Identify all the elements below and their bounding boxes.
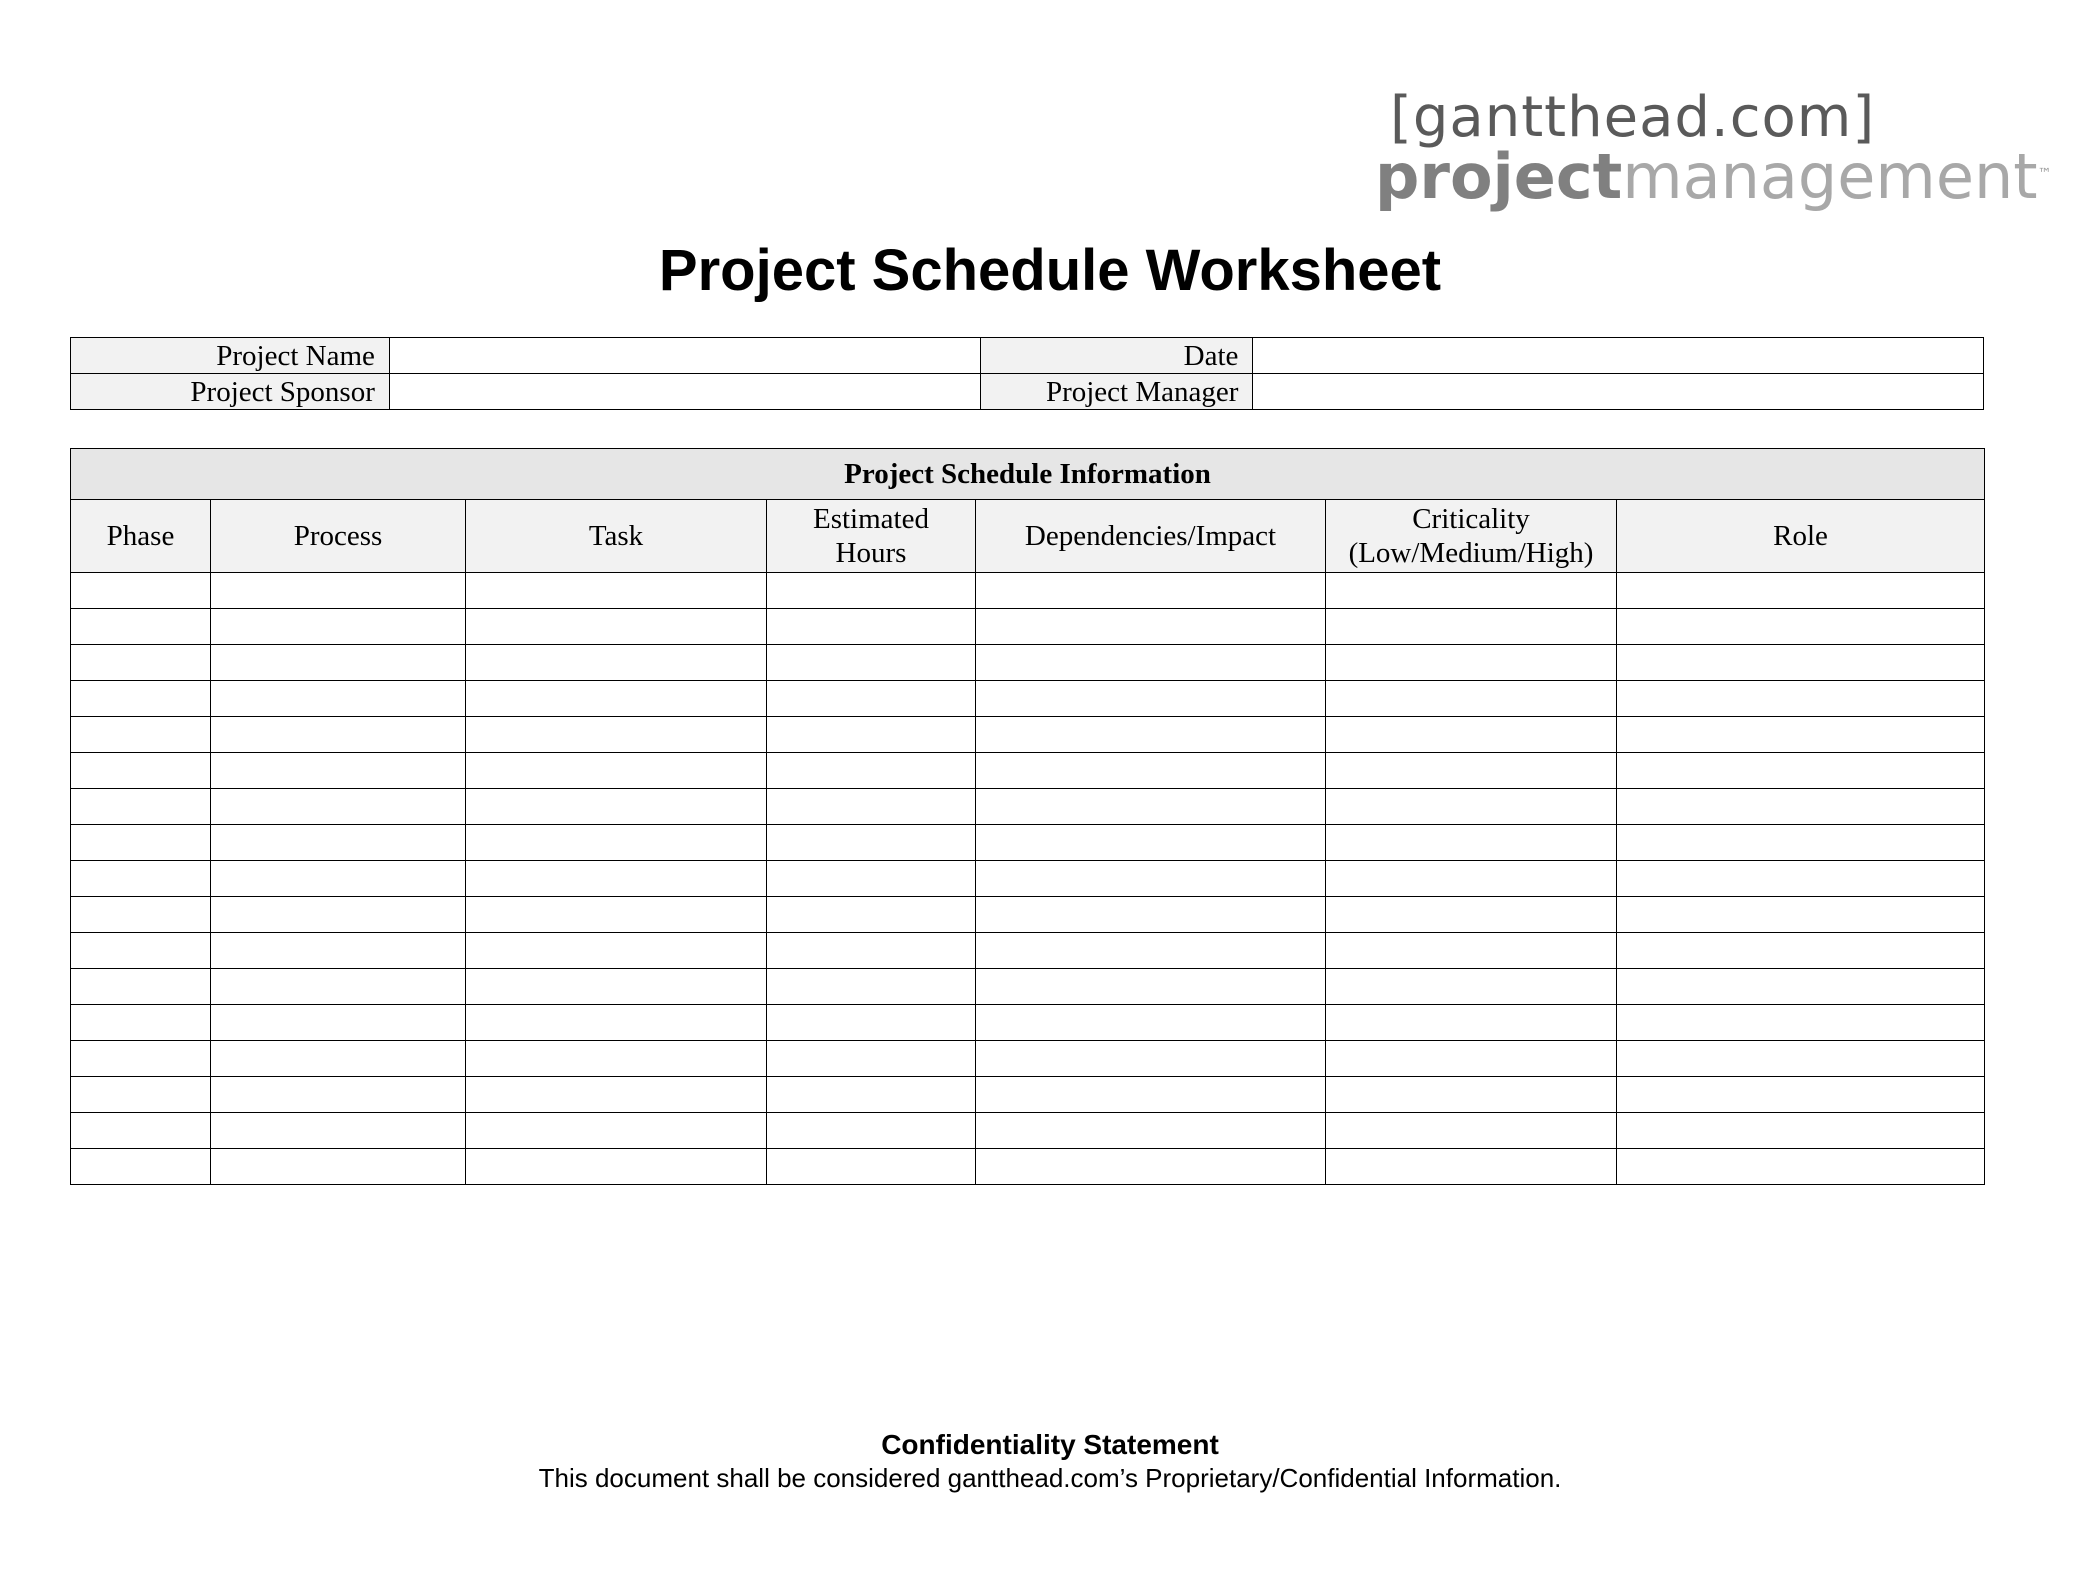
cell-task[interactable] [466, 573, 767, 609]
table-row [71, 1005, 1985, 1041]
table-row [71, 825, 1985, 861]
cell-phase[interactable] [71, 933, 211, 969]
cell-phase[interactable] [71, 861, 211, 897]
project-info-table [70, 337, 1984, 410]
cell-criticality[interactable] [1326, 1113, 1617, 1149]
table-row [71, 681, 1985, 717]
cell-criticality[interactable] [1326, 825, 1617, 861]
cell-criticality[interactable] [1326, 897, 1617, 933]
cell-criticality[interactable] [1326, 969, 1617, 1005]
cell-dependencies[interactable] [976, 789, 1326, 825]
cell-phase[interactable] [71, 681, 211, 717]
cell-process[interactable] [211, 717, 466, 753]
gantthead-logo [1375, 85, 2052, 213]
cell-estimated-hours[interactable] [767, 933, 976, 969]
cell-estimated-hours[interactable] [767, 825, 976, 861]
cell-task[interactable] [466, 609, 767, 645]
date-field[interactable] [1253, 338, 1984, 374]
cell-phase[interactable] [71, 753, 211, 789]
cell-estimated-hours[interactable] [767, 1077, 976, 1113]
cell-estimated-hours[interactable] [767, 897, 976, 933]
cell-dependencies[interactable] [976, 969, 1326, 1005]
project-info-row-1 [71, 338, 1984, 374]
cell-phase[interactable] [71, 573, 211, 609]
table-row [71, 933, 1985, 969]
cell-estimated-hours[interactable] [767, 1041, 976, 1077]
cell-estimated-hours[interactable] [767, 1005, 976, 1041]
cell-phase[interactable] [71, 969, 211, 1005]
cell-criticality[interactable] [1326, 717, 1617, 753]
cell-criticality[interactable] [1326, 933, 1617, 969]
cell-role[interactable] [1617, 897, 1985, 933]
logo-bottom-line [1375, 140, 2052, 213]
table-row [71, 897, 1985, 933]
date-label: Date [980, 338, 1253, 374]
col-header-task: Task [466, 500, 767, 573]
logo-top-line: [gantthead.com] [1390, 85, 1876, 150]
cell-task[interactable] [466, 753, 767, 789]
cell-role[interactable] [1617, 969, 1985, 1005]
cell-dependencies[interactable] [976, 933, 1326, 969]
table-row [71, 861, 1985, 897]
cell-task[interactable] [466, 969, 767, 1005]
cell-process[interactable] [211, 645, 466, 681]
cell-dependencies[interactable] [976, 681, 1326, 717]
cell-estimated-hours[interactable] [767, 1149, 976, 1185]
cell-dependencies[interactable] [976, 1113, 1326, 1149]
cell-phase[interactable] [71, 1041, 211, 1077]
confidentiality-text: This document shall be considered gantthead.com’s Proprietary/Confidential Information. [538, 1463, 1562, 1493]
cell-process[interactable] [211, 573, 466, 609]
cell-role[interactable] [1617, 1149, 1985, 1185]
logo-management-text: management [1622, 140, 2038, 213]
cell-task[interactable] [466, 645, 767, 681]
cell-process[interactable] [211, 753, 466, 789]
cell-phase[interactable] [71, 1113, 211, 1149]
cell-criticality[interactable] [1326, 789, 1617, 825]
cell-process[interactable] [211, 825, 466, 861]
cell-role[interactable] [1617, 933, 1985, 969]
cell-estimated-hours[interactable] [767, 717, 976, 753]
project-sponsor-field[interactable] [389, 374, 980, 410]
cell-estimated-hours[interactable] [767, 861, 976, 897]
cell-phase[interactable] [71, 1005, 211, 1041]
col-header-dependencies: Dependencies/Impact [976, 500, 1326, 573]
schedule-section-title: Project Schedule Information [71, 449, 1985, 500]
table-row [71, 1113, 1985, 1149]
cell-dependencies[interactable] [976, 753, 1326, 789]
cell-dependencies[interactable] [976, 1077, 1326, 1113]
cell-task[interactable] [466, 717, 767, 753]
table-row [71, 645, 1985, 681]
col-header-criticality [1326, 500, 1617, 573]
cell-process[interactable] [211, 1077, 466, 1113]
cell-task[interactable] [466, 897, 767, 933]
cell-role[interactable] [1617, 789, 1985, 825]
cell-estimated-hours[interactable] [767, 609, 976, 645]
cell-task[interactable] [466, 1005, 767, 1041]
cell-criticality[interactable] [1326, 645, 1617, 681]
schedule-body [71, 573, 1985, 1185]
cell-dependencies[interactable] [976, 573, 1326, 609]
cell-process[interactable] [211, 933, 466, 969]
col-header-estimated-hours [767, 500, 976, 573]
cell-process[interactable] [211, 897, 466, 933]
table-row [71, 789, 1985, 825]
cell-dependencies[interactable] [976, 861, 1326, 897]
project-name-field[interactable] [389, 338, 980, 374]
schedule-column-headers [71, 500, 1985, 573]
cell-phase[interactable] [71, 825, 211, 861]
page-title: Project Schedule Worksheet [658, 238, 1442, 303]
cell-phase[interactable] [71, 1149, 211, 1185]
table-row [71, 573, 1985, 609]
project-info-row-2 [71, 374, 1984, 410]
cell-role[interactable] [1617, 681, 1985, 717]
cell-phase[interactable] [71, 897, 211, 933]
cell-role[interactable] [1617, 753, 1985, 789]
table-row [71, 1077, 1985, 1113]
cell-criticality[interactable] [1326, 681, 1617, 717]
col-header-criticality-line2: (Low/Medium/High) [1348, 537, 1594, 569]
cell-criticality[interactable] [1326, 609, 1617, 645]
cell-estimated-hours[interactable] [767, 969, 976, 1005]
cell-task[interactable] [466, 789, 767, 825]
cell-estimated-hours[interactable] [767, 645, 976, 681]
cell-criticality[interactable] [1326, 1149, 1617, 1185]
table-row [71, 1041, 1985, 1077]
cell-estimated-hours[interactable] [767, 753, 976, 789]
project-sponsor-label: Project Sponsor [71, 374, 390, 410]
cell-dependencies[interactable] [976, 825, 1326, 861]
project-manager-field[interactable] [1253, 374, 1984, 410]
cell-criticality[interactable] [1326, 1005, 1617, 1041]
cell-dependencies[interactable] [976, 1041, 1326, 1077]
cell-task[interactable] [466, 1041, 767, 1077]
cell-process[interactable] [211, 1113, 466, 1149]
project-name-label: Project Name [71, 338, 390, 374]
cell-process[interactable] [211, 789, 466, 825]
table-row [71, 753, 1985, 789]
cell-process[interactable] [211, 1041, 466, 1077]
project-manager-label: Project Manager [980, 374, 1253, 410]
cell-criticality[interactable] [1326, 1041, 1617, 1077]
col-header-role: Role [1617, 500, 1985, 573]
cell-task[interactable] [466, 1149, 767, 1185]
col-header-estimated-hours-line2: Hours [835, 537, 907, 569]
cell-task[interactable] [466, 861, 767, 897]
cell-task[interactable] [466, 933, 767, 969]
cell-task[interactable] [466, 1113, 767, 1149]
cell-process[interactable] [211, 969, 466, 1005]
cell-process[interactable] [211, 1149, 466, 1185]
cell-role[interactable] [1617, 717, 1985, 753]
cell-estimated-hours[interactable] [767, 789, 976, 825]
col-header-estimated-hours-line1: Estimated [813, 503, 929, 535]
cell-dependencies[interactable] [976, 1005, 1326, 1041]
cell-phase[interactable] [71, 789, 211, 825]
cell-role[interactable] [1617, 1113, 1985, 1149]
col-header-process: Process [211, 500, 466, 573]
cell-role[interactable] [1617, 1077, 1985, 1113]
table-row [71, 717, 1985, 753]
cell-task[interactable] [466, 1077, 767, 1113]
table-row [71, 1149, 1985, 1185]
cell-role[interactable] [1617, 1041, 1985, 1077]
cell-process[interactable] [211, 609, 466, 645]
cell-criticality[interactable] [1326, 753, 1617, 789]
col-header-phase: Phase [71, 500, 211, 573]
cell-estimated-hours[interactable] [767, 681, 976, 717]
cell-dependencies[interactable] [976, 609, 1326, 645]
cell-phase[interactable] [71, 717, 211, 753]
cell-criticality[interactable] [1326, 861, 1617, 897]
cell-process[interactable] [211, 861, 466, 897]
cell-dependencies[interactable] [976, 1149, 1326, 1185]
cell-process[interactable] [211, 1005, 466, 1041]
cell-task[interactable] [466, 681, 767, 717]
table-row [71, 609, 1985, 645]
cell-dependencies[interactable] [976, 645, 1326, 681]
cell-role[interactable] [1617, 609, 1985, 645]
confidentiality-footer [0, 1428, 2100, 1494]
cell-role[interactable] [1617, 861, 1985, 897]
logo-project-text: project [1375, 140, 1623, 213]
cell-dependencies[interactable] [976, 717, 1326, 753]
cell-role[interactable] [1617, 573, 1985, 609]
confidentiality-heading: Confidentiality Statement [881, 1429, 1219, 1460]
cell-task[interactable] [466, 825, 767, 861]
cell-process[interactable] [211, 681, 466, 717]
cell-estimated-hours[interactable] [767, 1113, 976, 1149]
col-header-criticality-line1: Criticality [1412, 503, 1530, 535]
cell-role[interactable] [1617, 825, 1985, 861]
cell-phase[interactable] [71, 1077, 211, 1113]
cell-criticality[interactable] [1326, 573, 1617, 609]
table-row [71, 969, 1985, 1005]
cell-phase[interactable] [71, 609, 211, 645]
logo-trademark: ™ [2037, 166, 2052, 182]
cell-role[interactable] [1617, 1005, 1985, 1041]
schedule-table [70, 448, 1985, 1185]
cell-phase[interactable] [71, 645, 211, 681]
cell-dependencies[interactable] [976, 897, 1326, 933]
cell-criticality[interactable] [1326, 1077, 1617, 1113]
cell-estimated-hours[interactable] [767, 573, 976, 609]
cell-role[interactable] [1617, 645, 1985, 681]
